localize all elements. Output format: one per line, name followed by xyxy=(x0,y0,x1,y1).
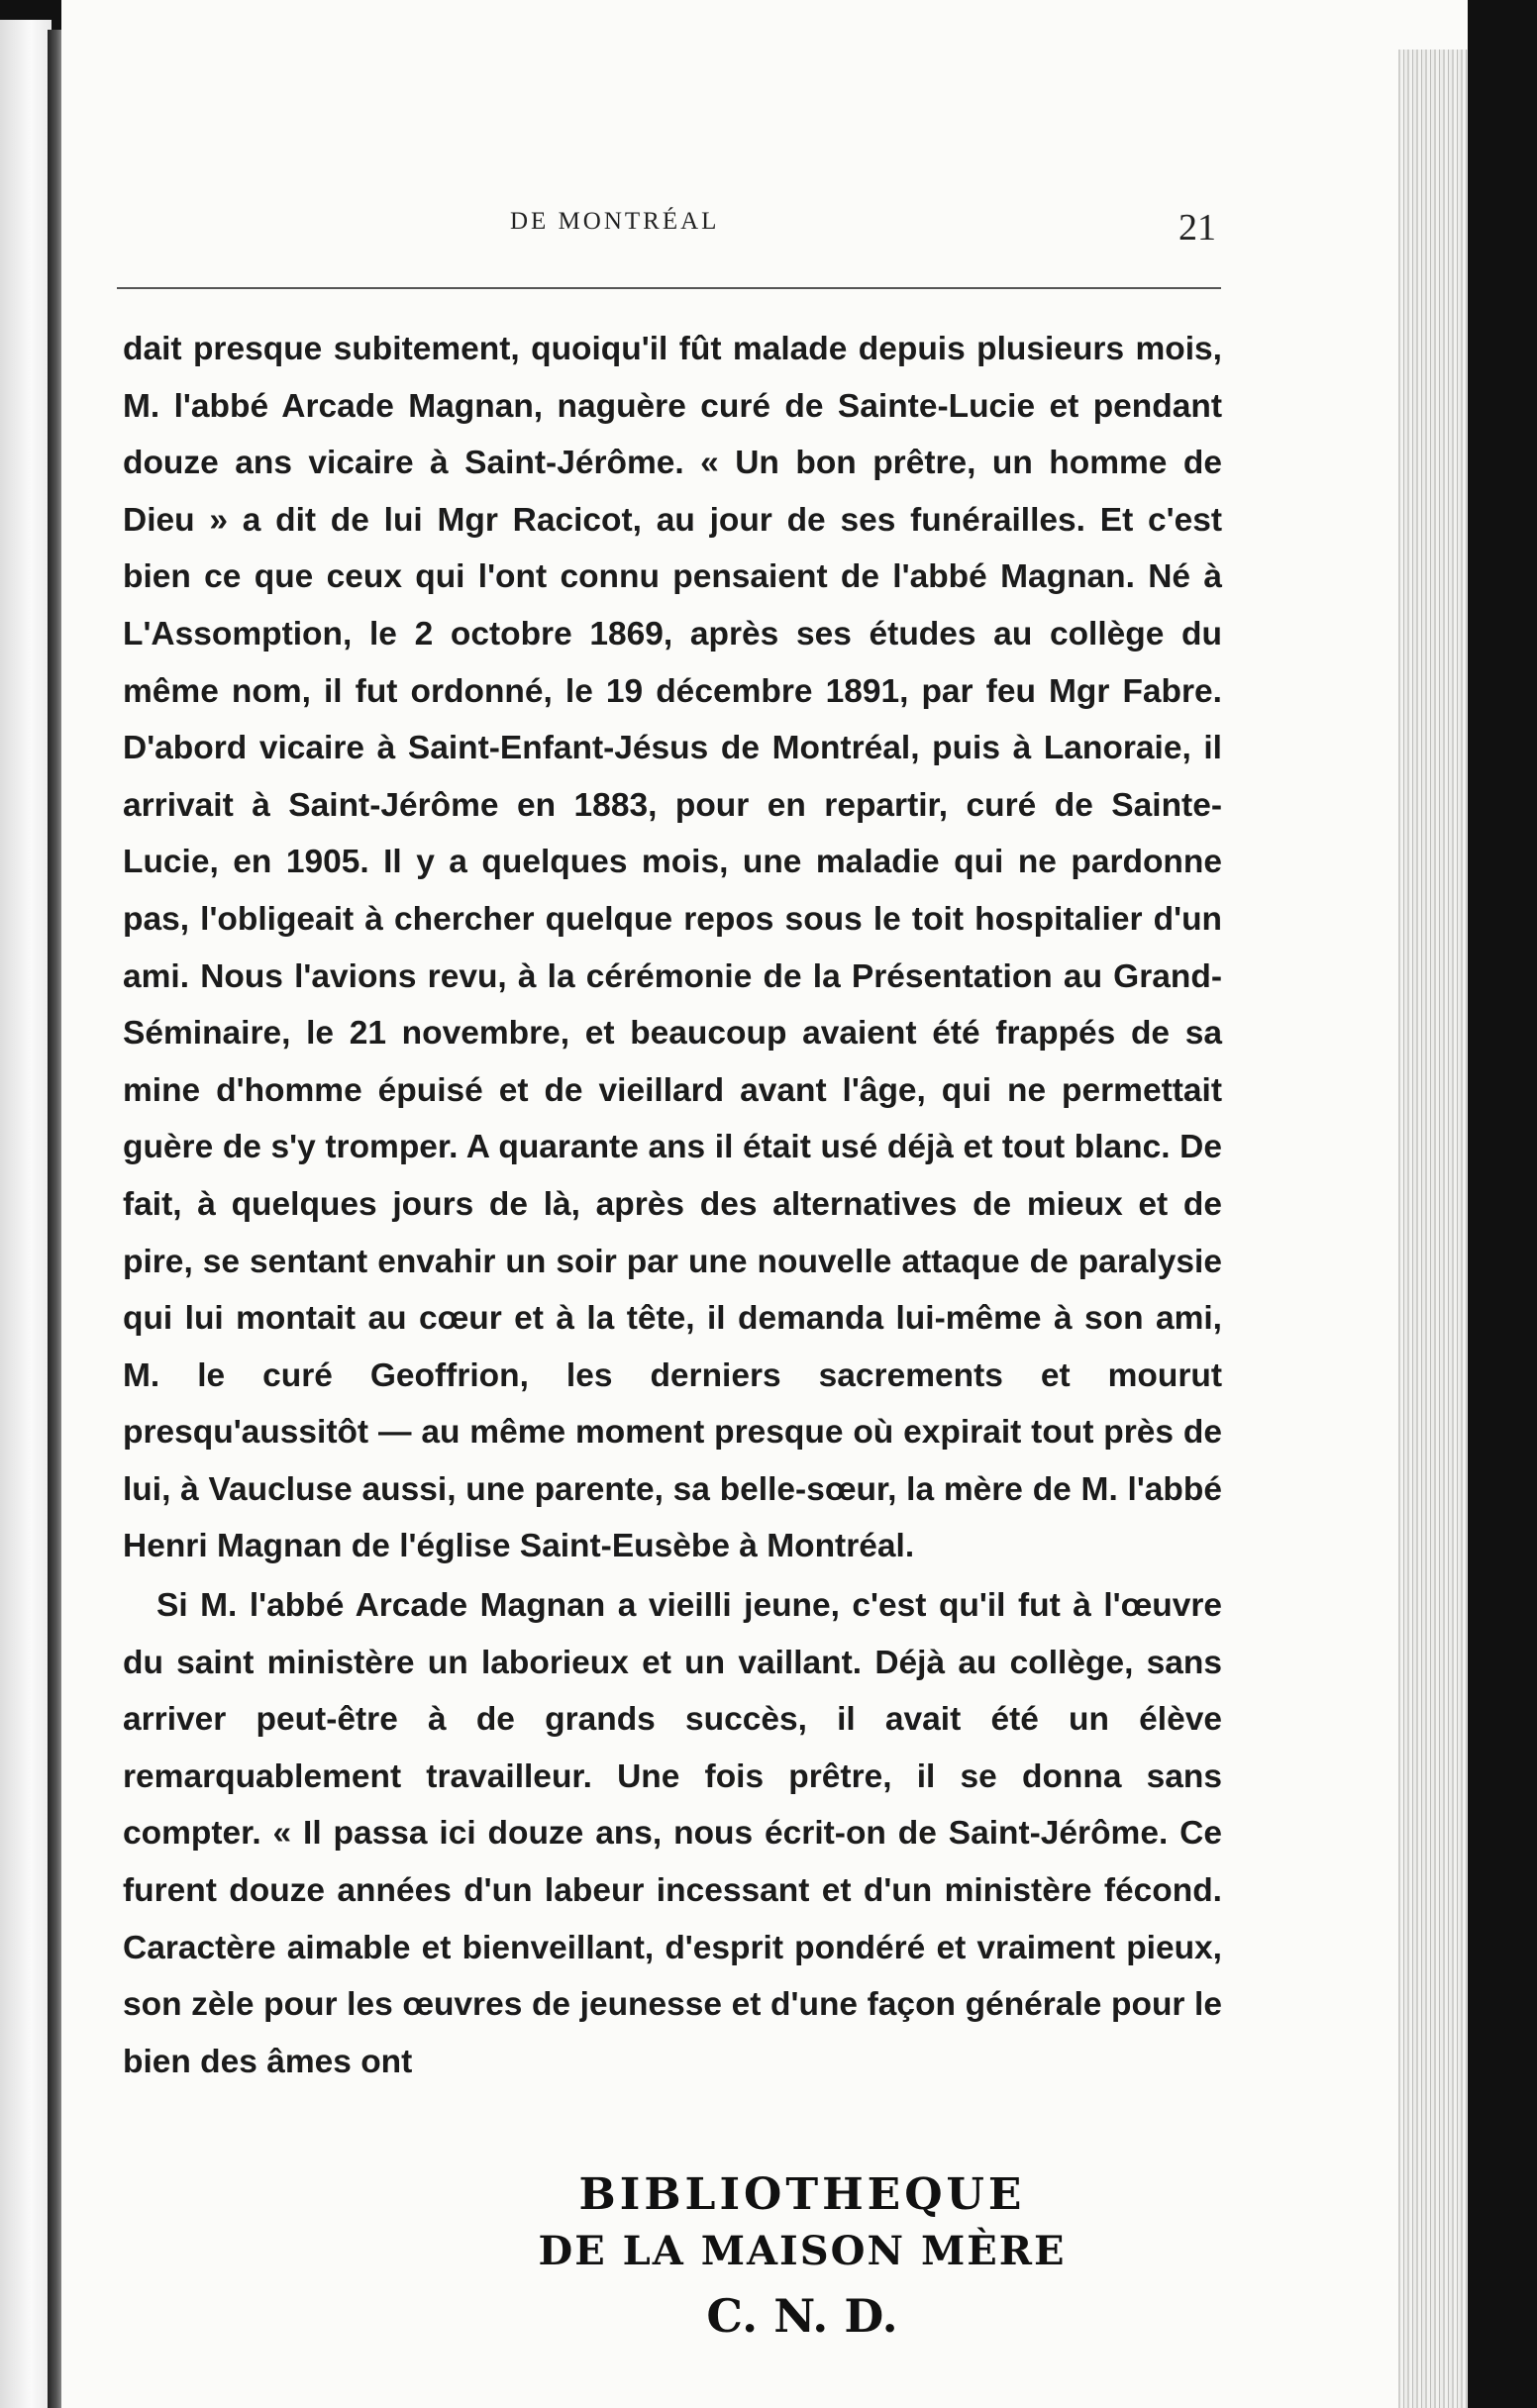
library-stamp xyxy=(456,2168,1149,2351)
page-number: 21 xyxy=(1178,207,1216,249)
page-stack-edges xyxy=(1398,50,1468,2408)
paragraph: Si M. l'abbé Arcade Magnan a vieilli jeune, c'est qu'il fut à l'œuvre du saint ministère un laborieux et un vaillant. Déjà au collège, sans arriver peut-être à de grands succès, il avait été un élève remarquablement travailleur. Une fois prêtre, il se donna sans compter. « Il passa ici douze ans, nous écrit-on de Saint-Jérôme. Ce furent douze années d'un labeur incessant et d'un ministère fécond. Caractère aimable et bienveillant, d'esprit pondéré et vraiment pieux, son zèle pour les œuvres de jeunesse et d'une façon générale pour le bien des âmes ont xyxy=(123,1587,1222,2080)
running-head: DE MONTRÉAL xyxy=(510,208,720,235)
stamp-line: DE LA MAISON MÈRE xyxy=(538,2228,1067,2274)
header-rule xyxy=(117,287,1221,289)
body-text xyxy=(123,321,1222,2090)
stamp-line: C. N. D. xyxy=(706,2289,898,2343)
paragraph: dait presque subitement, quoiqu'il fût malade depuis plusieurs mois, M. l'abbé Arcade Magnan, naguère curé de Sainte-Lucie et pendant douze ans vicaire à Saint-Jérôme. « Un bon prêtre, un homme de Dieu » a dit de lui Mgr Racicot, au jour de ses funérailles. Et c'est bien ce que ceux qui l'ont connu pensaient de l'abbé Magnan. Né à L'Assomption, le 2 octobre 1869, après ses études au collège du même nom, il fut ordonné, le 19 décembre 1891, par feu Mgr Fabre. D'abord vicaire à Saint-Enfant-Jésus de Montréal, puis à Lanoraie, il arrivait à Saint-Jérôme en 1883, pour en repartir, curé de Sainte-Lucie, en 1905. Il y a quelques mois, une maladie qui ne pardonne pas, l'obligeait à chercher quelque repos sous le toit hospitalier d'un ami. Nous l'avions revu, à la cérémonie de la Présentation au Grand-Séminaire, le 21 novembre, et beaucoup avaient été frappés de sa mine d'homme épuisé et de vieillard avant l'âge, qui ne permettait guère de s'y tromper. A quarante ans il était usé déjà et tout blanc. De fait, à quelques jours de là, après des alternatives de mieux et de pire, se sentant envahir un soir par une nouvelle attaque de paralysie qui lui montait au cœur et à la tête, il demanda lui-même à son ami, M. le curé Geoffrion, les derniers sacrements et mourut presqu'aussitôt — au même moment presque où expirait tout près de lui, à Vaucluse aussi, une parente, sa belle-sœur, la mère de M. l'abbé Henri Magnan de l'église Saint-Eusèbe à Montréal. xyxy=(123,331,1222,1565)
stamp-line: BIBLIOTHEQUE xyxy=(578,2169,1026,2220)
facing-page-edge xyxy=(0,20,51,2408)
